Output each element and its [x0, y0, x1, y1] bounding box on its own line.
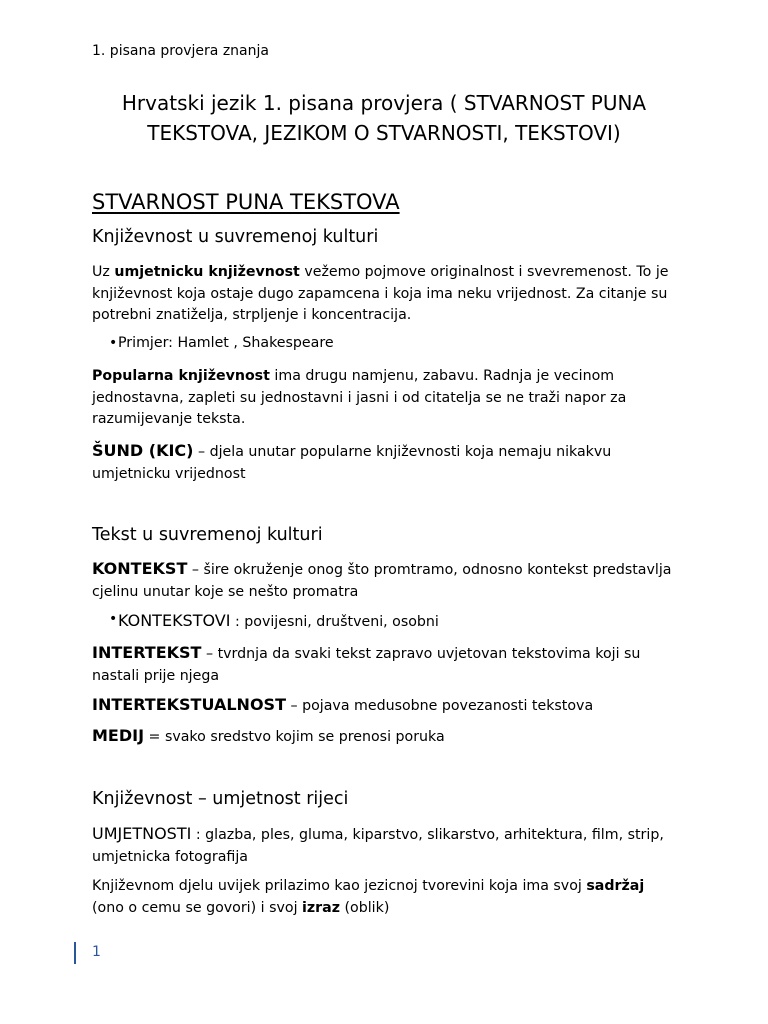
term-sadrzaj: sadržaj [586, 878, 645, 894]
text: (oblik) [339, 899, 390, 916]
term-izraz: izraz [302, 899, 340, 916]
paragraph-sund [92, 440, 672, 485]
term-kontekst: KONTEKST [92, 559, 188, 578]
bullet-primjer: • Primjer: Hamlet , Shakespeare [118, 335, 334, 351]
paragraph-umjetnosti [92, 823, 672, 868]
term-popularna-knjizevnost: Popularna književnost [92, 368, 270, 384]
paragraph-popularna-knjizevnost [92, 366, 672, 431]
document-title-line-2: TEKSTOVA, JEZIKOM O STVARNOSTI, TEKSTOVI) [147, 121, 621, 145]
subheading-umjetnost-rijeci: Književnost – umjetnost rijeci [92, 789, 349, 809]
document-title-line-1: Hrvatski jezik 1. pisana provjera ( STVARNOST PUNA [121, 91, 647, 115]
document-title [80, 88, 688, 148]
text: : povijesni, društveni, osobni [230, 614, 439, 630]
text: – pojava medusobne povezanosti tekstova [285, 698, 594, 714]
paragraph-sadrzaj-izraz [92, 876, 672, 919]
paragraph-intertekst [92, 642, 672, 687]
text: = svako sredstvo kojim se prenosi poruka [144, 729, 445, 745]
term-umjetnosti: UMJETNOSTI [92, 824, 192, 843]
subheading-knjizevnost-u-kulturi: Književnost u suvremenoj kulturi [92, 227, 379, 247]
text: – djela unutar popularne književnosti koja nemaju nikakvu umjetnicku vrijednost [92, 444, 612, 482]
subheading-tekst-u-kulturi: Tekst u suvremenoj kulturi [92, 525, 323, 545]
term-intertekstualnost: INTERTEKSTUALNOST [92, 695, 286, 714]
term-intertekst: INTERTEKST [92, 643, 202, 662]
bullet-kontekstovi [118, 611, 439, 630]
term-umjetnicka-knjizevnost: umjetnicku književnost [114, 264, 300, 280]
paragraph-kontekst [92, 558, 672, 603]
text: ima drugu namjenu, zabavu. Radnja je vecinom jednostavna, zapleti su jednostavni i jasni i od citatelja se ne traži napor za razumijevanje teksta. [92, 368, 627, 427]
text: Uz [92, 264, 115, 280]
page-number-marker [74, 942, 76, 964]
term-sund: ŠUND (KIC) [92, 441, 194, 460]
paragraph-umjetnicka-knjizevnost [92, 262, 672, 327]
term-medij: MEDIJ [92, 726, 145, 745]
text: : glazba, ples, gluma, kiparstvo, slikarstvo, arhitektura, film, strip, umjetnicka fotografija [92, 827, 664, 865]
text: – tvrdnja da svaki tekst zapravo uvjetovan tekstovima koji su nastali prije njega [92, 646, 641, 684]
text: – šire okruženje onog što promtramo, odnosno kontekst predstavlja cjelinu unutar koje se nešto promatra [92, 562, 672, 600]
text: Književnom djelu uvijek prilazimo kao jezicnoj tvorevini koja ima svoj [92, 878, 587, 894]
paragraph-medij [92, 725, 672, 749]
page-header: 1. pisana provjera znanja [92, 43, 269, 59]
page-number: 1 [92, 944, 101, 960]
term-kontekstovi: KONTEKSTOVI [118, 611, 231, 630]
section-title: STVARNOST PUNA TEKSTOVA [92, 190, 400, 214]
paragraph-intertekstualnost [92, 694, 672, 718]
text: (ono o cemu se govori) i svoj [92, 899, 303, 916]
text: vežemo pojmove originalnost i svevremenost. To je književnost koja ostaje dugo zapamcena i koja ima neku vrijednost. Za citanje su potrebni znatiželja, strpljenje i koncentracija. [92, 264, 669, 323]
